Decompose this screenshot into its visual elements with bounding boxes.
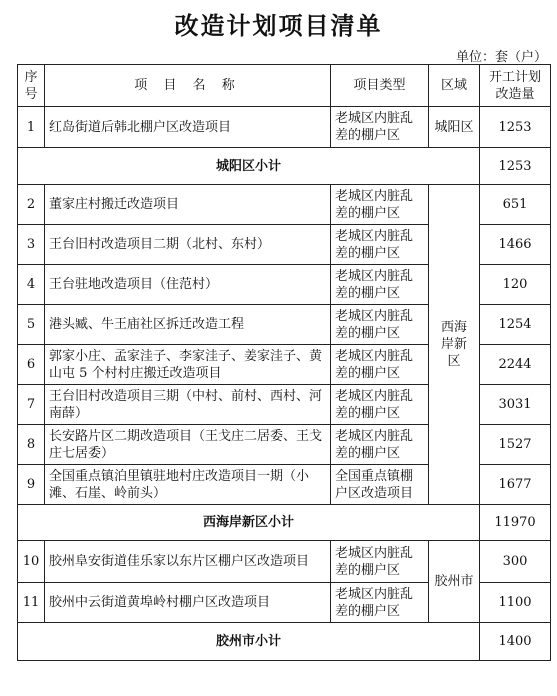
row-no: 4 xyxy=(18,265,45,305)
row-count: 1466 xyxy=(480,225,551,265)
table-row xyxy=(18,541,551,583)
table-header-row xyxy=(18,65,551,107)
row-name: 胶州阜安街道佳乐家以东片区棚户区改造项目 xyxy=(45,541,331,583)
header-no: 序号 xyxy=(18,65,45,107)
row-no: 5 xyxy=(18,305,45,345)
row-no: 7 xyxy=(18,385,45,425)
row-area: 城阳区 xyxy=(429,107,480,148)
row-count: 1100 xyxy=(480,583,551,623)
row-type: 老城区内脏乱差的棚户区 xyxy=(331,385,429,425)
row-type: 老城区内脏乱差的棚户区 xyxy=(331,425,429,465)
row-no: 9 xyxy=(18,465,45,505)
row-name: 港头臧、牛王庙社区拆迁改造工程 xyxy=(45,305,331,345)
row-no: 10 xyxy=(18,541,45,583)
page-title: 改造计划项目清单 xyxy=(174,12,383,40)
row-name: 红岛街道后韩北棚户区改造项目 xyxy=(45,107,331,148)
row-no: 6 xyxy=(18,345,45,385)
subtotal-count: 1400 xyxy=(480,623,551,661)
row-no: 3 xyxy=(18,225,45,265)
row-name: 王台驻地改造项目（住范村） xyxy=(45,265,331,305)
row-name: 胶州中云街道黄埠岭村棚户区改造项目 xyxy=(45,583,331,623)
row-no: 8 xyxy=(18,425,45,465)
row-count: 300 xyxy=(480,541,551,583)
header-count: 开工计划改造量 xyxy=(480,65,551,107)
area-xihaian: 西海岸新区 xyxy=(429,185,480,505)
row-name: 长安路片区二期改造项目（王戈庄二居委、王戈庄七居委） xyxy=(45,425,331,465)
header-area: 区域 xyxy=(429,65,480,107)
header-name: 项 目 名 称 xyxy=(45,65,331,107)
area-jiaozhou: 胶州市 xyxy=(429,541,480,623)
row-no: 2 xyxy=(18,185,45,225)
subtotal-label: 城阳区小计 xyxy=(18,148,480,185)
row-count: 3031 xyxy=(480,385,551,425)
row-count: 120 xyxy=(480,265,551,305)
row-count: 651 xyxy=(480,185,551,225)
row-type: 老城区内脏乱差的棚户区 xyxy=(331,225,429,265)
table-row xyxy=(18,107,551,148)
header-type: 项目类型 xyxy=(331,65,429,107)
subtotal-row-jiaozhou xyxy=(18,623,551,661)
row-name: 全国重点镇泊里镇驻地村庄改造项目一期（小滩、石崖、岭前头） xyxy=(45,465,331,505)
row-type: 老城区内脏乱差的棚户区 xyxy=(331,583,429,623)
row-count: 1254 xyxy=(480,305,551,345)
unit-label: 单位：套（户） xyxy=(455,50,547,65)
row-type: 老城区内脏乱差的棚户区 xyxy=(331,185,429,225)
row-type: 老城区内脏乱差的棚户区 xyxy=(331,345,429,385)
subtotal-row-chengyang xyxy=(18,148,551,185)
row-name: 王台旧村改造项目二期（北村、东村） xyxy=(45,225,331,265)
subtotal-count: 11970 xyxy=(480,505,551,541)
row-type: 老城区内脏乱差的棚户区 xyxy=(331,265,429,305)
row-count: 2244 xyxy=(480,345,551,385)
subtotal-count: 1253 xyxy=(480,148,551,185)
row-name: 董家庄村搬迁改造项目 xyxy=(45,185,331,225)
row-name: 王台旧村改造项目三期（中村、前村、西村、河南薛） xyxy=(45,385,331,425)
subtotal-row-xihaian xyxy=(18,505,551,541)
subtotal-label: 胶州市小计 xyxy=(18,623,480,661)
row-no: 1 xyxy=(18,107,45,148)
row-type: 全国重点镇棚户区改造项目 xyxy=(331,465,429,505)
subtotal-label: 西海岸新区小计 xyxy=(18,505,480,541)
row-count: 1253 xyxy=(480,107,551,148)
table-row xyxy=(18,185,551,225)
row-type: 老城区内脏乱差的棚户区 xyxy=(331,305,429,345)
row-type: 老城区内脏乱差的棚户区 xyxy=(331,541,429,583)
row-count: 1527 xyxy=(480,425,551,465)
row-count: 1677 xyxy=(480,465,551,505)
project-table xyxy=(17,64,551,661)
row-name: 郭家小庄、孟家洼子、李家洼子、姜家洼子、黄山屯 5 个村村庄搬迁改造项目 xyxy=(45,345,331,385)
row-no: 11 xyxy=(18,583,45,623)
row-type: 老城区内脏乱差的棚户区 xyxy=(331,107,429,148)
